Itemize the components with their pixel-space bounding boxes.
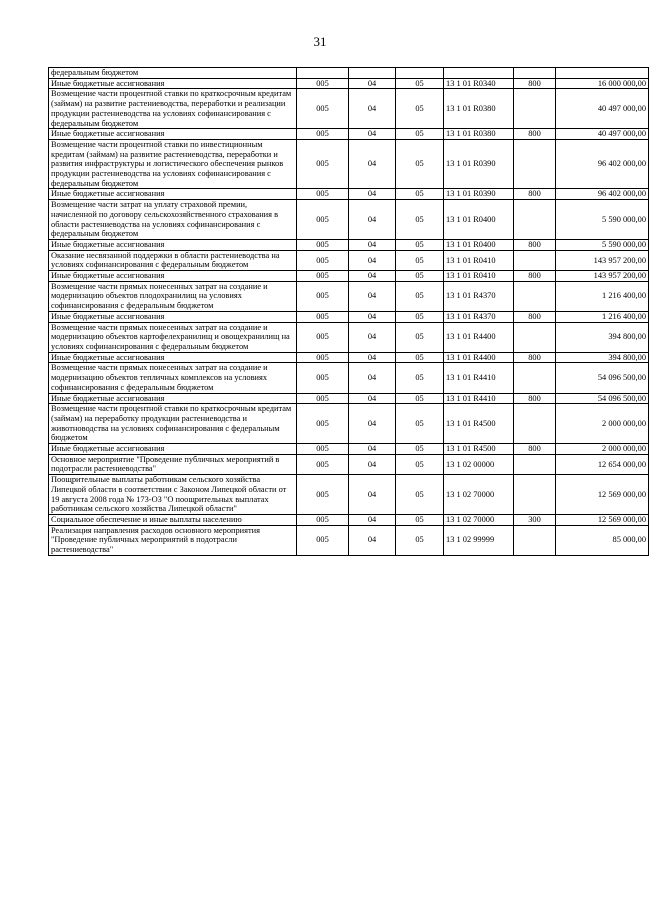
amount-cell: 54 096 500,00 [556,393,649,404]
amount-cell: 5 590 000,00 [556,200,649,240]
subsection-code-cell: 05 [396,454,444,474]
target-article-cell [444,68,514,79]
expense-type-cell [514,322,556,352]
ministry-code-cell: 005 [297,139,349,189]
ministry-code-cell: 005 [297,200,349,240]
table-row [49,129,649,140]
row-name-cell: Иные бюджетные ассигнования [49,393,297,404]
amount-cell: 54 096 500,00 [556,363,649,393]
row-name-cell: Иные бюджетные ассигнования [49,352,297,363]
expense-type-cell: 800 [514,352,556,363]
subsection-code-cell: 05 [396,189,444,200]
ministry-code-cell: 005 [297,322,349,352]
section-code-cell [349,68,396,79]
target-article-cell: 13 1 01 R0380 [444,129,514,140]
amount-cell: 40 497 000,00 [556,129,649,140]
target-article-cell: 13 1 01 R4410 [444,363,514,393]
expense-type-cell: 800 [514,393,556,404]
section-code-cell: 04 [349,404,396,444]
subsection-code-cell: 05 [396,78,444,89]
amount-cell: 1 216 400,00 [556,311,649,322]
expense-type-cell [514,250,556,270]
ministry-code-cell: 005 [297,454,349,474]
subsection-code-cell: 05 [396,475,444,515]
row-name-cell: Иные бюджетные ассигнования [49,239,297,250]
ministry-code-cell [297,68,349,79]
table-row [49,475,649,515]
subsection-code-cell: 05 [396,352,444,363]
subsection-code-cell: 05 [396,525,444,555]
ministry-code-cell: 005 [297,239,349,250]
table-row [49,404,649,444]
ministry-code-cell: 005 [297,514,349,525]
ministry-code-cell: 005 [297,475,349,515]
subsection-code-cell: 05 [396,239,444,250]
table-row [49,525,649,555]
table-row [49,68,649,79]
row-name-cell: Иные бюджетные ассигнования [49,271,297,282]
target-article-cell: 13 1 01 R0400 [444,200,514,240]
target-article-cell: 13 1 01 R4500 [444,444,514,455]
section-code-cell: 04 [349,78,396,89]
table-row [49,363,649,393]
target-article-cell: 13 1 02 99999 [444,525,514,555]
row-name-cell: Возмещение части прямых понесенных затрат на создание и модернизацию объектов плодохранилищ на условиях софинансирования с федеральным бюджетом [49,281,297,311]
row-name-cell: Иные бюджетные ассигнования [49,189,297,200]
subsection-code-cell: 05 [396,514,444,525]
target-article-cell: 13 1 01 R0390 [444,189,514,200]
subsection-code-cell: 05 [396,271,444,282]
amount-cell: 143 957 200,00 [556,271,649,282]
ministry-code-cell: 005 [297,404,349,444]
expense-type-cell [514,281,556,311]
ministry-code-cell: 005 [297,189,349,200]
table-row [49,444,649,455]
target-article-cell: 13 1 01 R4410 [444,393,514,404]
target-article-cell: 13 1 01 R0410 [444,271,514,282]
amount-cell: 5 590 000,00 [556,239,649,250]
expense-type-cell [514,200,556,240]
target-article-cell: 13 1 01 R4370 [444,281,514,311]
amount-cell: 40 497 000,00 [556,89,649,129]
amount-cell [556,68,649,79]
amount-cell: 1 216 400,00 [556,281,649,311]
subsection-code-cell: 05 [396,363,444,393]
subsection-code-cell: 05 [396,281,444,311]
subsection-code-cell: 05 [396,322,444,352]
target-article-cell: 13 1 02 00000 [444,454,514,474]
table-row [49,322,649,352]
ministry-code-cell: 005 [297,129,349,140]
section-code-cell: 04 [349,525,396,555]
budget-table [48,67,649,556]
ministry-code-cell: 005 [297,363,349,393]
section-code-cell: 04 [349,444,396,455]
expense-type-cell: 800 [514,129,556,140]
expense-type-cell: 800 [514,189,556,200]
target-article-cell: 13 1 02 70000 [444,475,514,515]
amount-cell: 12 654 000,00 [556,454,649,474]
section-code-cell: 04 [349,281,396,311]
row-name-cell: Возмещение части прямых понесенных затрат на создание и модернизацию объектов тепличных комплексов на условиях софинансирования с федеральным бюджетом [49,363,297,393]
section-code-cell: 04 [349,311,396,322]
section-code-cell: 04 [349,250,396,270]
table-row [49,271,649,282]
target-article-cell: 13 1 02 70000 [444,514,514,525]
expense-type-cell [514,89,556,129]
subsection-code-cell: 05 [396,393,444,404]
section-code-cell: 04 [349,189,396,200]
row-name-cell: федеральным бюджетом [49,68,297,79]
table-row [49,139,649,189]
amount-cell: 2 000 000,00 [556,444,649,455]
expense-type-cell: 800 [514,311,556,322]
row-name-cell: Возмещение части процентной ставки по краткосрочным кредитам (займам) на переработку продукции растениеводства и животноводства на условиях софинансирования с федеральным бюджетом [49,404,297,444]
ministry-code-cell: 005 [297,250,349,270]
row-name-cell: Возмещение части процентной ставки по краткосрочным кредитам (займам) на развитие растениеводства, переработки и реализации продукции растениеводства на условиях софинансирования с федеральным бюджетом [49,89,297,129]
amount-cell: 85 000,00 [556,525,649,555]
subsection-code-cell: 05 [396,404,444,444]
subsection-code-cell: 05 [396,250,444,270]
table-row [49,78,649,89]
amount-cell: 12 569 000,00 [556,475,649,515]
ministry-code-cell: 005 [297,444,349,455]
row-name-cell: Оказание несвязанной поддержки в области растениеводства на условиях софинансирования с федеральным бюджетом [49,250,297,270]
section-code-cell: 04 [349,200,396,240]
amount-cell: 143 957 200,00 [556,250,649,270]
table-row [49,189,649,200]
section-code-cell: 04 [349,239,396,250]
amount-cell: 394 800,00 [556,352,649,363]
table-row [49,89,649,129]
expense-type-cell [514,363,556,393]
expense-type-cell: 800 [514,444,556,455]
section-code-cell: 04 [349,129,396,140]
ministry-code-cell: 005 [297,311,349,322]
section-code-cell: 04 [349,363,396,393]
section-code-cell: 04 [349,271,396,282]
ministry-code-cell: 005 [297,78,349,89]
section-code-cell: 04 [349,393,396,404]
table-row [49,250,649,270]
row-name-cell: Иные бюджетные ассигнования [49,311,297,322]
amount-cell: 394 800,00 [556,322,649,352]
expense-type-cell [514,404,556,444]
table-row [49,311,649,322]
expense-type-cell: 300 [514,514,556,525]
subsection-code-cell: 05 [396,444,444,455]
table-row [49,454,649,474]
target-article-cell: 13 1 01 R0400 [444,239,514,250]
expense-type-cell [514,475,556,515]
ministry-code-cell: 005 [297,525,349,555]
section-code-cell: 04 [349,322,396,352]
section-code-cell: 04 [349,514,396,525]
subsection-code-cell: 05 [396,139,444,189]
expense-type-cell [514,68,556,79]
amount-cell: 2 000 000,00 [556,404,649,444]
row-name-cell: Иные бюджетные ассигнования [49,444,297,455]
amount-cell: 12 569 000,00 [556,514,649,525]
section-code-cell: 04 [349,352,396,363]
table-row [49,281,649,311]
subsection-code-cell: 05 [396,89,444,129]
section-code-cell: 04 [349,139,396,189]
ministry-code-cell: 005 [297,393,349,404]
target-article-cell: 13 1 01 R0390 [444,139,514,189]
row-name-cell: Реализация направления расходов основного мероприятия "Проведение публичных мероприятий в подотрасли растениеводства" [49,525,297,555]
expense-type-cell: 800 [514,239,556,250]
table-row [49,352,649,363]
section-code-cell: 04 [349,475,396,515]
target-article-cell: 13 1 01 R4400 [444,352,514,363]
ministry-code-cell: 005 [297,352,349,363]
subsection-code-cell: 05 [396,200,444,240]
table-row [49,514,649,525]
ministry-code-cell: 005 [297,271,349,282]
ministry-code-cell: 005 [297,89,349,129]
section-code-cell: 04 [349,89,396,129]
row-name-cell: Иные бюджетные ассигнования [49,78,297,89]
ministry-code-cell: 005 [297,281,349,311]
amount-cell: 16 000 000,00 [556,78,649,89]
row-name-cell: Социальное обеспечение и иные выплаты населению [49,514,297,525]
amount-cell: 96 402 000,00 [556,139,649,189]
table-body [49,68,649,556]
page-number: 31 [313,34,327,49]
subsection-code-cell: 05 [396,129,444,140]
target-article-cell: 13 1 01 R4500 [444,404,514,444]
row-name-cell: Основное мероприятие "Проведение публичных мероприятий в подотрасли растениеводства" [49,454,297,474]
expense-type-cell [514,525,556,555]
table-row [49,393,649,404]
table-row [49,239,649,250]
target-article-cell: 13 1 01 R0340 [444,78,514,89]
expense-type-cell [514,454,556,474]
expense-type-cell: 800 [514,271,556,282]
amount-cell: 96 402 000,00 [556,189,649,200]
section-code-cell: 04 [349,454,396,474]
table-row [49,200,649,240]
target-article-cell: 13 1 01 R4400 [444,322,514,352]
row-name-cell: Возмещение части прямых понесенных затрат на создание и модернизацию объектов картофелехранилищ и овощехранилищ на условиях софинансирования с федеральным бюджетом [49,322,297,352]
target-article-cell: 13 1 01 R0410 [444,250,514,270]
row-name-cell: Возмещение части затрат на уплату страховой премии, начисленной по договору сельскохозяйственного страхования в области растениеводства на условиях софинансирования с федеральным бюджетом [49,200,297,240]
subsection-code-cell: 05 [396,311,444,322]
row-name-cell: Иные бюджетные ассигнования [49,129,297,140]
row-name-cell: Возмещение части процентной ставки по инвестиционным кредитам (займам) на развитие растениеводства, переработки и развития инфраструктуры и логистического обеспечения рынков продукции растениеводства на условиях софинансирования с федеральным бюджетом [49,139,297,189]
expense-type-cell [514,139,556,189]
row-name-cell: Поощрительные выплаты работникам сельского хозяйства Липецкой области в соответствии с Законом Липецкой области от 19 августа 2008 года № 173-ОЗ "О поощрительных выплатах работникам сельского хозяйства Липецкой области" [49,475,297,515]
subsection-code-cell [396,68,444,79]
target-article-cell: 13 1 01 R0380 [444,89,514,129]
target-article-cell: 13 1 01 R4370 [444,311,514,322]
expense-type-cell: 800 [514,78,556,89]
